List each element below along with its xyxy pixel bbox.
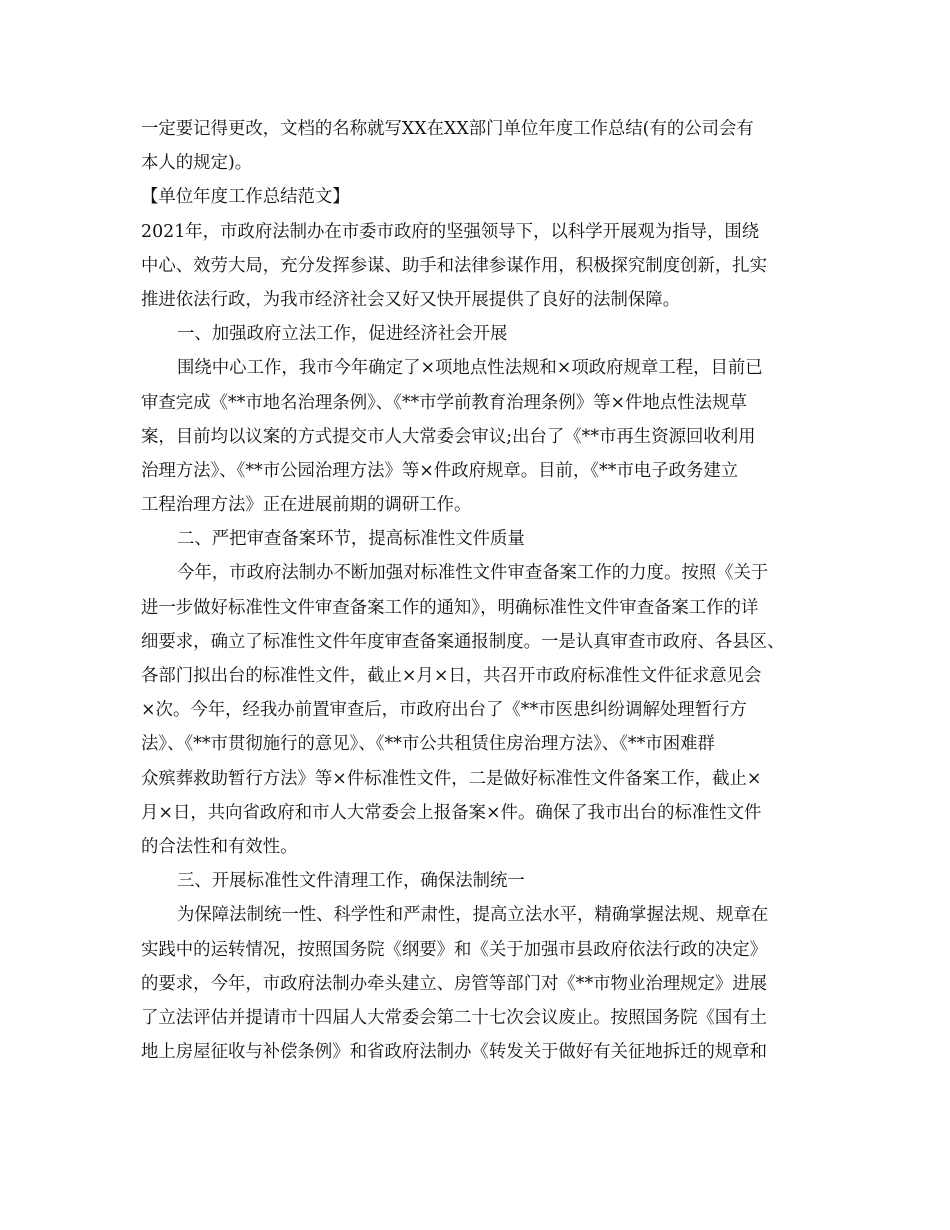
text-line: 实践中的运转情况，按照国务院《纲要》和《关于加强市县政府依法行政的决定》 — [141, 939, 768, 960]
paragraph-first-line: 为保障法制统一性、科学性和严肃性，提高立法水平，精确掌握法规、规章在 — [177, 905, 769, 926]
text-line: 地上房屋征收与补偿条例》和省政府法制办《转发关于做好有关征地拆迁的规章和 — [141, 1042, 768, 1063]
text-line: 众殡葬救助暂行方法》等×件标准性文件，二是做好标准性文件备案工作，截止× — [141, 768, 762, 789]
paragraph-first-line: 一、加强政府立法工作，促进经济社会开展 — [177, 324, 508, 345]
text-line: 2021年，市政府法制办在市委市政府的坚强领导下，以科学开展观为指导，围绕 — [141, 221, 760, 242]
text-line: 了立法评估并提请市十四届人大常委会第二十七次会议废止。按照国务院《国有土 — [141, 1007, 768, 1028]
paragraph-first-line: 二、严把审查备案环节，提高标准性文件质量 — [177, 529, 525, 550]
text-line: 的合法性和有效性。 — [141, 836, 298, 857]
text-line: 各部门拟出台的标准性文件，截止×月×日，共召开市政府标准性文件征求意见会 — [141, 666, 762, 686]
paragraph-first-line: 今年，市政府法制办不断加强对标准性文件审查备案工作的力度。按照《关于 — [177, 563, 769, 584]
paragraph-first-line: 三、开展标准性文件清理工作，确保法制统一 — [177, 871, 525, 892]
text-line: 一定要记得更改，文档的名称就写XX在XX部门单位年度工作总结(有的公司会有 — [141, 119, 754, 139]
text-line: 月×日，共向省政府和市人大常委会上报备案×件。确保了我市出台的标准性文件 — [141, 802, 762, 823]
document-body — [141, 112, 813, 1069]
text-line: 推进依法行政，为我市经济社会又好又快开展提供了良好的法制保障。 — [141, 289, 681, 310]
text-line: 工程治理方法》正在进展前期的调研工作。 — [141, 495, 472, 516]
text-line: 的要求，今年，市政府法制办牵头建立、房管等部门对《**市物业治理规定》进展 — [141, 973, 768, 994]
text-line: 细要求，确立了标准性文件年度审查备案通报制度。一是认真审查市政府、各县区、 — [141, 631, 785, 652]
paragraph-first-line: 围绕中心工作，我市今年确定了×项地点性法规和×项政府规章工程，目前已 — [177, 358, 763, 379]
text-line: 案，目前均以议案的方式提交市人大常委会审议;出台了《**市再生资源回收利用 — [141, 426, 756, 447]
text-line: 【单位年度工作总结范文】 — [141, 187, 350, 208]
text-line: ×次。今年，经我办前置审查后，市政府出台了《**市医患纠纷调解处理暂行方 — [141, 700, 747, 721]
text-line: 本人的规定)。 — [141, 153, 253, 174]
text-line: 中心、效劳大局，充分发挥参谋、助手和法律参谋作用，积极探究制度创新，扎实 — [141, 255, 768, 276]
text-line: 审查完成《**市地名治理条例》、《**市学前教育治理条例》等×件地点性法规草 — [141, 392, 747, 413]
text-line: 进一步做好标准性文件审查备案工作的通知》，明确标准性文件审查备案工作的详 — [141, 597, 759, 618]
text-line: 治理方法》、《**市公园治理方法》等×件政府规章。目前，《**市电子政务建立 — [141, 460, 739, 481]
text-line: 法》、《**市贯彻施行的意见》、《**市公共租赁住房治理方法》、《**市困难群 — [141, 734, 715, 755]
